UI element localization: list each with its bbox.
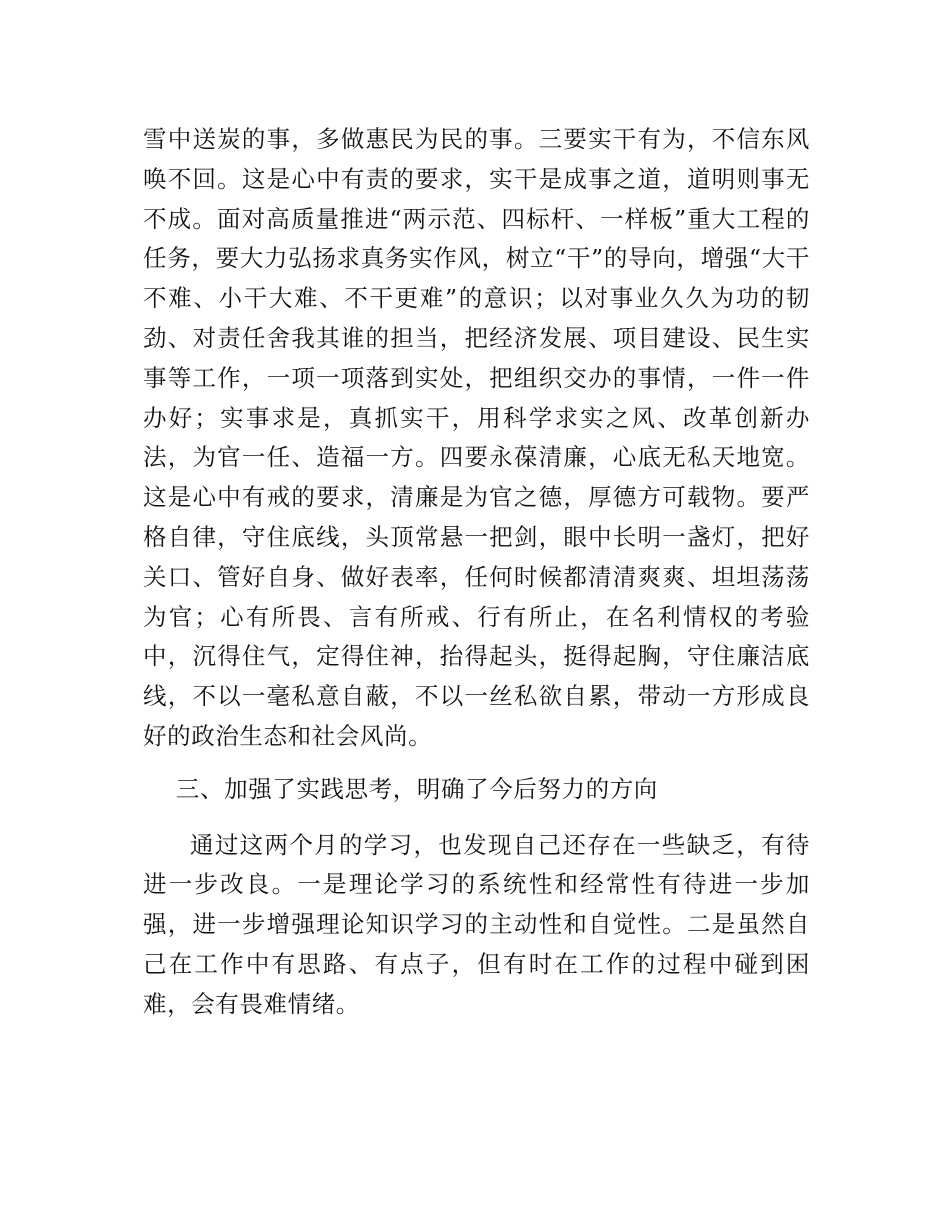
closing-paragraph: 通过这两个月的学习，也发现自己还存在一些缺乏，有待进一步改良。一是理论学习的系统性和经常性有待进一步加强，进一步增强理论知识学习的主动性和自觉性。二是虽然自己在工作中有思路、有点子，但有时在工作的过程中碰到困难，会有畏难情绪。 (143, 830, 810, 1018)
section-heading: 三、加强了实践思考，明确了今后努力的方向 (175, 774, 658, 803)
document-body (143, 120, 810, 1025)
body-paragraph: 雪中送炭的事，多做惠民为民的事。三要实干有为，不信东风唤不回。这是心中有责的要求，实干是成事之道，道明则事无不成。面对高质量推进“两示范、四标杆、一样板”重大工程的任务，要大力弘扬求真务实作风，树立“干”的导向，增强“大干不难、小干大难、不干更难”的意识；以对事业久久为功的韧劲、对责任舍我其谁的担当，把经济发展、项目建设、民生实事等工作，一项一项落到实处，把组织交办的事情，一件一件办好；实事求是，真抓实干，用科学求实之风、改革创新办法，为官一任、造福一方。四要永葆清廉，心底无私天地宽。这是心中有戒的要求，清廉是为官之德，厚德方可载物。要严格自律，守住底线，头顶常悬一把剑，眼中长明一盏灯，把好关口、管好自身、做好表率，任何时候都清清爽爽、坦坦荡荡为官；心有所畏、言有所戒、行有所止，在名利情权的考验中，沉得住气，定得住神，抬得起头，挺得起胸，守住廉洁底线，不以一毫私意自蔽，不以一丝私欲自累，带动一方形成良好的政治生态和社会风尚。 (143, 125, 810, 750)
